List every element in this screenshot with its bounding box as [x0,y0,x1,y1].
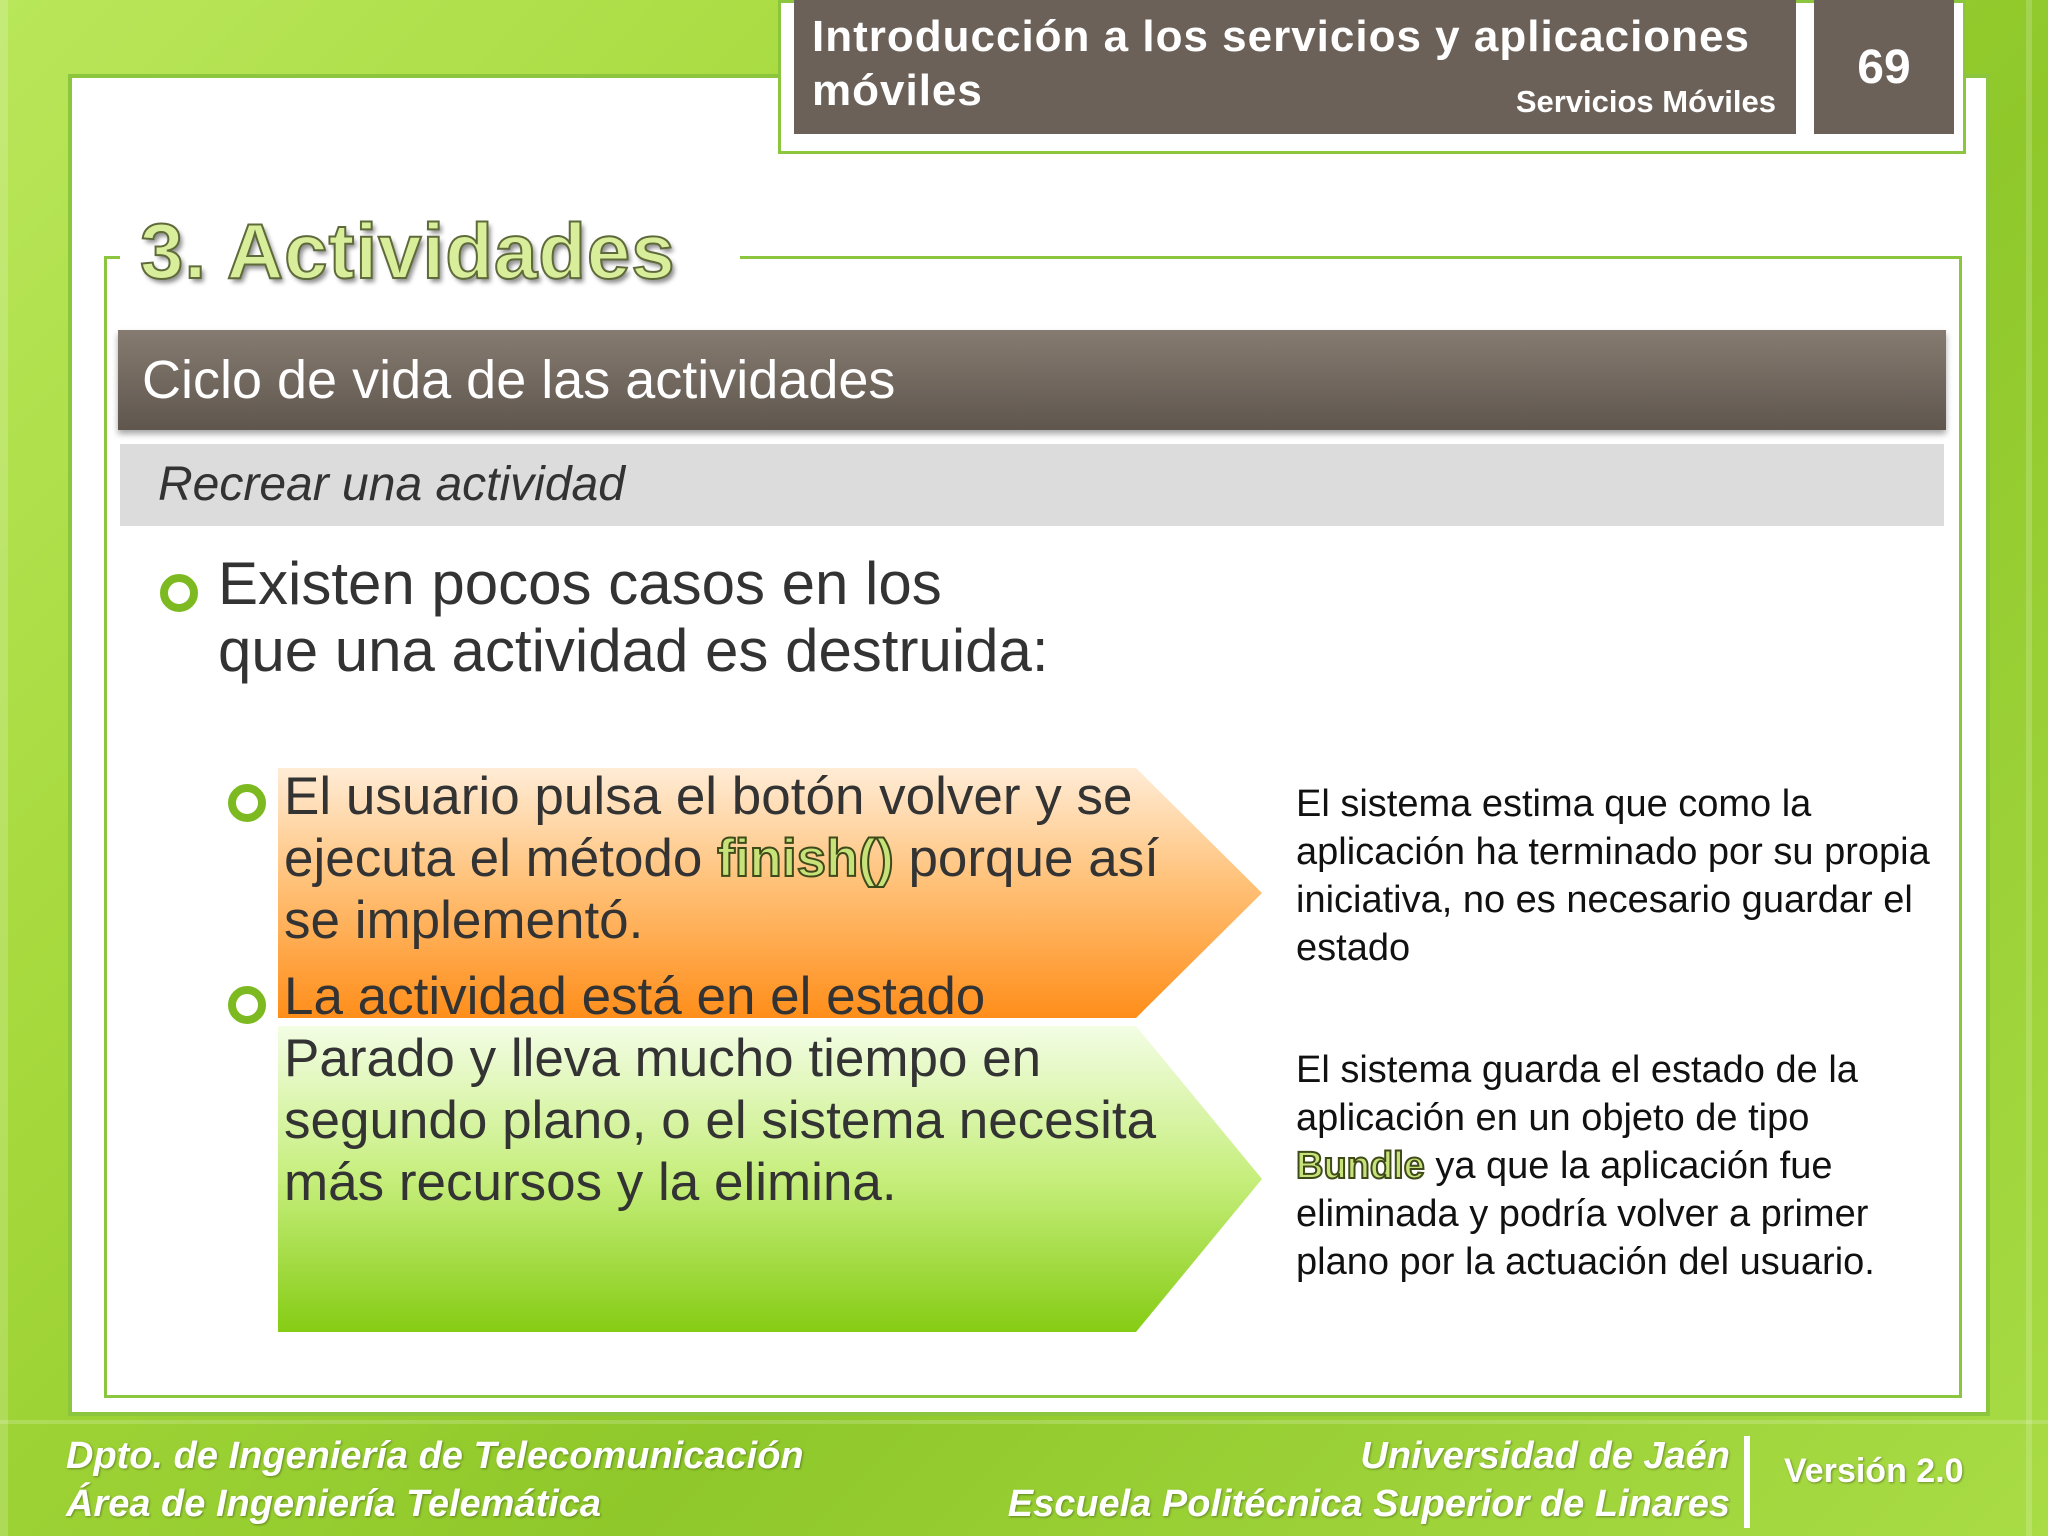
footer-version: Versión 2.0 [1784,1452,1964,1490]
main-bullet-text: Existen pocos casos en los que una actividad es destruida: [218,550,1049,684]
sub-bullet-text-1 [284,766,1184,952]
footer-university: Universidad de Jaén [1360,1435,1730,1477]
sub-bullet-text-2: La actividad está en el estado Parado y lleva mucho tiempo en segundo plano, o el sistema necesita más recursos y la elimina. [284,967,1157,1212]
header-title-box [794,0,1796,134]
text-run: El usuario pulsa el botón volver y se ejecuta el método [284,767,1133,888]
footer-area: Área de Ingeniería Telemática [66,1483,602,1525]
note-2 [1296,1046,1936,1286]
footer-divider [1744,1436,1750,1528]
section-title: 3. Actividades [140,207,676,295]
bullet-icon [160,574,198,612]
code-bundle: Bundle [1296,1145,1425,1187]
bg-line [0,1420,2048,1424]
subtopic-band: Recrear una actividad [120,444,1944,526]
page-number: 69 [1814,0,1954,134]
text-run: ya que la aplicación fue eliminada y podría volver a primer plano por la actuación del usuario. [1296,1145,1875,1283]
bg-line [0,0,8,1536]
footer-department: Dpto. de Ingeniería de Telecomunicación [66,1435,804,1477]
bullet-icon [228,986,266,1024]
note-1: El sistema estima que como la aplicación ha terminado por su propia iniciativa, no es necesario guardar el estado [1296,783,1930,969]
code-finish: finish() [717,829,894,888]
topic-band: Ciclo de vida de las actividades [118,330,1946,430]
footer-school: Escuela Politécnica Superior de Linares [1007,1483,1730,1525]
bg-line [2026,0,2032,1536]
text-run: porque así se implementó. [284,829,1159,950]
course-title: Introducción a los servicios y aplicaciones móviles [812,12,1750,115]
footer-right [1008,1432,1730,1528]
bullet-icon [228,784,266,822]
footer-left [66,1432,804,1528]
course-subtitle: Servicios Móviles [1515,84,1776,119]
text-run: El sistema guarda el estado de la aplicación en un objeto de tipo [1296,1049,1858,1139]
